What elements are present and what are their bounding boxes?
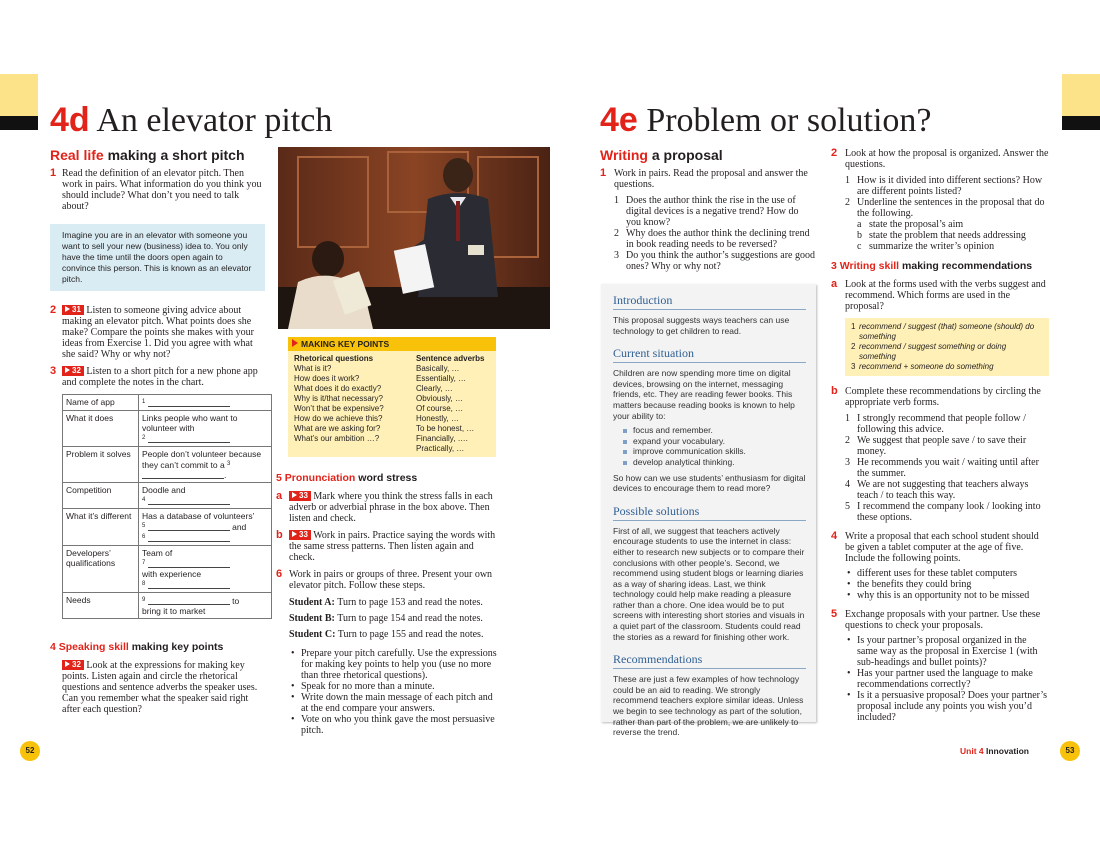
skill-rest: making recommendations xyxy=(902,260,1033,272)
exercise-4-points xyxy=(831,568,1049,601)
item-text: He recommends you wait / waiting until after the summer. xyxy=(857,457,1039,479)
row-text: People don’t volunteer because they can’t commit to a xyxy=(142,449,262,470)
sub-items xyxy=(845,219,1049,252)
student-b-line xyxy=(276,613,498,624)
left-corner-bar xyxy=(0,116,38,130)
exercise-number: 6 xyxy=(276,568,283,580)
column-head: Sentence adverbs xyxy=(416,354,485,363)
item-number: 1 xyxy=(614,195,619,206)
proposal-heading: Recommendations xyxy=(613,652,806,669)
definition-text: Imagine you are in an elevator with someone you want to sell your new (business) idea to. You only have the time until the doors open again to convince this person. This is known as an elevator pitch. xyxy=(62,230,252,284)
exercise-6 xyxy=(276,569,498,591)
exercise-number: 3 xyxy=(831,260,837,272)
student-label: Student C: xyxy=(289,629,336,640)
row-value xyxy=(139,483,272,509)
track-number: 32 xyxy=(72,660,81,669)
answer-blank[interactable] xyxy=(148,534,230,542)
section-rest: a proposal xyxy=(651,147,723,163)
answer-blank[interactable] xyxy=(148,581,230,589)
audio-track-badge[interactable] xyxy=(289,530,311,540)
list-item xyxy=(845,501,1049,523)
rhetorical-question: What does it do exactly? xyxy=(294,384,382,393)
exercise-number: 5 xyxy=(831,608,838,620)
list-item xyxy=(614,250,815,272)
exercise-text: Work in pairs or groups of three. Present your own elevator pitch. Follow these steps. xyxy=(289,569,493,591)
row-label: Needs xyxy=(63,593,139,619)
list-item: focus and remember. xyxy=(621,425,806,436)
sentence-adverb: Obviously, … xyxy=(416,394,463,403)
exercise-letter: b xyxy=(276,529,283,541)
exercise-3b-items xyxy=(831,413,1049,523)
exercise-text: Listen to a short pitch for a new phone app and complete the notes in the chart. xyxy=(62,366,258,388)
mkp-columns xyxy=(288,351,496,457)
row-value xyxy=(139,546,272,593)
blank-number: 3 xyxy=(227,461,231,467)
track-number: 31 xyxy=(72,305,81,314)
play-icon xyxy=(65,306,70,312)
sentence-adverb: Basically, … xyxy=(416,364,460,373)
form-item xyxy=(851,322,1043,342)
exercise-2-questions xyxy=(831,175,1049,252)
exercise-1-questions xyxy=(600,195,815,272)
answer-blank[interactable] xyxy=(142,470,227,480)
making-key-points-box xyxy=(288,337,496,457)
sentence-adverb: To be honest, … xyxy=(416,424,475,433)
track-number: 33 xyxy=(299,530,308,539)
row-text: Doodle and xyxy=(142,485,186,495)
item-text: Why does the author think the declining trend in book reading needs to be reversed? xyxy=(626,228,810,250)
exercise-text: Mark where you think the stress falls in each adverb or adverbial phrase in the box above. Then listen and check. xyxy=(289,491,493,524)
proposal-paragraph: So how can we use students’ enthusiasm for digital devices to encourage them to read more? xyxy=(613,472,806,494)
list-item: • why this is an opportunity not to be missed xyxy=(845,590,1049,601)
student-text: Turn to page 155 and read the notes. xyxy=(337,629,484,640)
list-item: • Is your partner’s proposal organized in the same way as the proposal in Exercise 1 (with sub-headings and bullet points)? xyxy=(845,635,1049,668)
table-row xyxy=(63,546,272,593)
list-item: • Has your partner used the language to make recommendations correctly? xyxy=(845,668,1049,690)
audio-track-badge[interactable] xyxy=(289,491,311,501)
blank-number: 6 xyxy=(142,534,146,540)
exercise-text: Work in pairs. Practice saying the words with the same stress patterns. Then listen again and check. xyxy=(289,530,496,563)
form-item xyxy=(851,342,1043,362)
left-corner-tab xyxy=(0,74,38,116)
left-title-number: 4d xyxy=(50,101,90,139)
track-number: 33 xyxy=(299,491,308,500)
student-c-line xyxy=(276,629,498,640)
proposal-list xyxy=(613,425,806,467)
right-corner-bar xyxy=(1062,116,1100,130)
rhetorical-question: How does it work? xyxy=(294,374,360,383)
exercise-number: 1 xyxy=(600,167,607,179)
elevator-photo xyxy=(278,147,550,329)
item-number: 3 xyxy=(851,362,856,371)
exercise-4-heading xyxy=(50,641,265,654)
list-item: • Vote on who you think gave the most persuasive pitch. xyxy=(289,714,498,736)
section-lead: Real life xyxy=(50,147,104,163)
rhetorical-question: What is it? xyxy=(294,364,332,373)
list-item: • the benefits they could bring xyxy=(845,579,1049,590)
answer-blank[interactable] xyxy=(148,523,230,531)
item-number: 3 xyxy=(614,250,619,261)
item-text: How is it divided into different sections? How are different points listed? xyxy=(857,175,1043,197)
exercise-letter: b xyxy=(831,385,838,397)
answer-blank[interactable] xyxy=(148,435,230,443)
exercise-text: Look at how the proposal is organized. Answer the questions. xyxy=(845,148,1049,170)
exercise-text: Read the definition of an elevator pitch. Then work in pairs. What information do you think you should include? What don’t you need to talk about? xyxy=(62,168,262,212)
row-value xyxy=(139,395,272,411)
column-head: Rhetorical questions xyxy=(294,354,374,363)
exercise-2 xyxy=(50,305,265,360)
exercise-number: 3 xyxy=(50,365,57,377)
item-number: a xyxy=(857,219,862,230)
exercise-3-heading xyxy=(831,260,1049,273)
item-text: I strongly recommend that people follow / following this advice. xyxy=(857,413,1026,435)
unit-footer xyxy=(960,746,1029,756)
item-text: state the problem that needs addressing xyxy=(869,230,1026,241)
student-text: Turn to page 153 and read the notes. xyxy=(337,597,483,608)
row-value xyxy=(139,411,272,447)
table-row xyxy=(63,483,272,509)
row-label: Developers’ qualifications xyxy=(63,546,139,593)
item-text: Do you think the author’s suggestions are good ones? Why or why not? xyxy=(626,250,815,272)
elevator-photo-illustration xyxy=(278,147,550,329)
item-text: Underline the sentences in the proposal that do the following. xyxy=(857,197,1045,219)
table-row xyxy=(63,593,272,619)
exercise-text: Look at the expressions for making key points. Listen again and circle the rhetorical questions and sentence adverbs the speaker uses. Can you remember what the speaker said right after each question? xyxy=(62,660,258,715)
proposal-paragraph: Children are now spending more time on digital devices, browsing on the internet, messaging friends, etc. They are reading fewer books. This matters because reading books is known to help your ability to: xyxy=(613,368,795,421)
list-item xyxy=(845,479,1049,501)
row-label: What it’s different xyxy=(63,509,139,546)
middle-column xyxy=(276,472,498,736)
exercise-text: Look at the forms used with the verbs suggest and recommend. Which forms are used in the proposal? xyxy=(845,279,1046,312)
student-text: Turn to page 154 and read the notes. xyxy=(337,613,483,624)
list-item: • Prepare your pitch carefully. Use the expressions for making key points to help you (use no more than three rhetorical questions). xyxy=(289,648,498,681)
sentence-adverb: Of course, … xyxy=(416,404,464,413)
row-value xyxy=(139,509,272,546)
blank-number: 9 xyxy=(142,597,146,603)
row-text: to xyxy=(232,596,240,606)
list-item xyxy=(845,413,1049,435)
proposal-paragraph: These are just a few examples of how technology could be an aid to reading. We strongly recommend teachers explore similar ideas. Unless we begin to see technology as part of the solution, rather than part of the problem, we are unlikely to reverse the trend. xyxy=(613,674,804,738)
audio-track-badge[interactable] xyxy=(62,305,84,315)
audio-track-badge[interactable] xyxy=(62,660,84,670)
left-title-text: An elevator pitch xyxy=(96,102,333,139)
row-label: Competition xyxy=(63,483,139,509)
right-title-number: 4e xyxy=(600,101,638,139)
notes-chart xyxy=(62,394,272,619)
exercise-number: 2 xyxy=(50,304,57,316)
item-number: 4 xyxy=(845,479,850,490)
section-lead: Writing xyxy=(600,147,648,163)
student-label: Student A: xyxy=(289,597,335,608)
row-text: with experience xyxy=(142,569,202,579)
proposal-heading: Introduction xyxy=(613,293,806,310)
track-number: 32 xyxy=(72,366,81,375)
right-column-b xyxy=(831,148,1049,723)
section-rest: making a short pitch xyxy=(107,147,245,163)
item-number: 1 xyxy=(845,175,850,186)
proposal-paragraph: This proposal suggests ways teachers can use technology to get children to read. xyxy=(613,315,790,336)
answer-blank[interactable] xyxy=(148,560,230,568)
right-page-title xyxy=(600,100,932,141)
student-a-line xyxy=(276,597,498,608)
proposal-paragraph: First of all, we suggest that teachers actively encourage students to use the internet in class: either to research new subjects or to compare their conclusions with other people’s. Second, we recommend using student blogs or learning diaries as a way of sharing ideas. Last, we think technology could help make reading a pleasure rather than a chore. One idea would be to put screens with interesting short stories and visuals in a quiet part of the classroom. Students could read the stories as a reward for finishing other work. xyxy=(613,525,805,642)
rhetorical-question: Why is it/that necessary? xyxy=(294,394,383,403)
right-column-a xyxy=(600,146,815,272)
row-tail: . xyxy=(224,470,227,480)
column-list xyxy=(294,364,416,444)
rhetorical-question: How do we achieve this? xyxy=(294,414,383,423)
skill-lead: Writing skill xyxy=(839,260,900,272)
exercise-3a xyxy=(831,279,1049,312)
item-number: 2 xyxy=(845,435,850,446)
blank-number: 1 xyxy=(142,399,146,405)
play-icon xyxy=(292,492,297,498)
proposal-heading: Current situation xyxy=(613,346,806,363)
blank-number: 8 xyxy=(142,581,146,587)
list-item: expand your vocabulary. xyxy=(621,436,806,447)
list-item xyxy=(857,230,1049,241)
exercise-number: 4 xyxy=(50,641,56,653)
table-row xyxy=(63,395,272,411)
exercise-3 xyxy=(50,366,265,388)
exercise-1 xyxy=(600,168,815,190)
play-icon xyxy=(65,367,70,373)
list-item: improve communication skills. xyxy=(621,446,806,457)
play-icon xyxy=(292,531,297,537)
play-icon xyxy=(65,661,70,667)
item-number: c xyxy=(857,241,862,252)
exercise-4-body xyxy=(50,660,265,715)
item-number: b xyxy=(857,230,862,241)
audio-track-badge[interactable] xyxy=(62,366,84,376)
sentence-adverb: Practically, … xyxy=(416,444,465,453)
exercise-text: Write a proposal that each school student should be given a tablet computer at the age of five. Include the following points. xyxy=(845,531,1039,564)
footer-topic: Innovation xyxy=(986,746,1029,756)
blank-number: 2 xyxy=(142,435,146,441)
rhetorical-questions-column xyxy=(294,354,416,454)
skill-lead: Speaking skill xyxy=(58,641,129,653)
row-value xyxy=(139,593,272,619)
triangle-icon xyxy=(292,339,298,347)
footer-unit: Unit 4 xyxy=(960,746,984,756)
list-item xyxy=(845,457,1049,479)
exercise-5a xyxy=(276,491,498,524)
blank-number: 7 xyxy=(142,560,146,566)
sentence-adverbs-column xyxy=(416,354,484,454)
item-text: I recommend the company look / looking into these options. xyxy=(857,501,1041,523)
table-row xyxy=(63,509,272,546)
right-corner-tab xyxy=(1062,74,1100,116)
exercise-text: Complete these recommendations by circling the appropriate verb forms. xyxy=(845,386,1041,408)
list-item: • Write down the main message of each pitch and at the end compare your answers. xyxy=(289,692,498,714)
left-page-title xyxy=(50,100,332,141)
sentence-adverb: Financially, …. xyxy=(416,434,468,443)
row-value xyxy=(139,447,272,483)
list-item: develop analytical thinking. xyxy=(621,457,806,468)
skill-rest: making key points xyxy=(131,641,224,653)
blank-number: 4 xyxy=(142,497,146,503)
list-item xyxy=(845,197,1049,219)
skill-lead: Pronunciation xyxy=(284,472,356,484)
column-list xyxy=(416,364,484,454)
row-label: What it does xyxy=(63,411,139,447)
list-item: • Is it a persuasive proposal? Does your partner’s proposal include any points you wish you’d included? xyxy=(845,690,1049,723)
item-number: 2 xyxy=(614,228,619,239)
list-item xyxy=(614,195,815,228)
item-text: Does the author think the rise in the use of digital devices is a negative trend? How do you know? xyxy=(626,195,799,228)
proposal-text-box xyxy=(601,284,816,738)
section-heading-real-life xyxy=(50,146,265,164)
item-text: recommend + someone do something xyxy=(859,362,994,371)
left-column xyxy=(50,146,265,715)
item-number: 2 xyxy=(851,342,856,351)
table-row xyxy=(63,411,272,447)
sentence-adverb: Essentially, … xyxy=(416,374,467,383)
list-item xyxy=(614,228,815,250)
exercise-text: Work in pairs. Read the proposal and answer the questions. xyxy=(614,168,808,190)
item-number: 1 xyxy=(845,413,850,424)
sentence-adverb: Clearly, … xyxy=(416,384,453,393)
answer-blank[interactable] xyxy=(148,399,230,407)
exercise-5-questions xyxy=(831,635,1049,723)
row-text: bring it to market xyxy=(142,606,206,616)
item-number: 5 xyxy=(845,501,850,512)
exercise-5b xyxy=(276,530,498,563)
form-item xyxy=(851,362,1043,372)
rhetorical-question: What are we asking for? xyxy=(294,424,381,433)
item-text: recommend / suggest (that) someone (should) do something xyxy=(859,322,1035,341)
list-item xyxy=(845,175,1049,197)
rhetorical-question: What’s our ambition …? xyxy=(294,434,380,443)
list-item: • different uses for these tablet computers xyxy=(845,568,1049,579)
list-item: • Speak for no more than a minute. xyxy=(289,681,498,692)
list-item xyxy=(857,241,1049,252)
exercise-3b xyxy=(831,386,1049,408)
exercise-1 xyxy=(50,168,265,212)
item-text: summarize the writer’s opinion xyxy=(869,241,995,252)
skill-rest: word stress xyxy=(358,472,418,484)
exercise-letter: a xyxy=(831,278,838,290)
row-text: Has a database of volunteers’ xyxy=(142,511,255,521)
sentence-adverb: Honestly, … xyxy=(416,414,459,423)
right-title-text: Problem or solution? xyxy=(646,102,932,139)
row-label: Name of app xyxy=(63,395,139,411)
forms-list xyxy=(851,322,1043,372)
item-text: state the proposal’s aim xyxy=(869,219,964,230)
exercise-5-heading xyxy=(276,472,498,485)
making-key-points-header xyxy=(288,337,496,351)
list-item xyxy=(845,435,1049,457)
list-item xyxy=(857,219,1049,230)
section-heading-writing xyxy=(600,146,815,164)
recommend-forms-box xyxy=(845,318,1049,376)
item-number: 1 xyxy=(851,322,856,331)
item-number: 2 xyxy=(845,197,850,208)
left-page-number: 52 xyxy=(20,741,40,761)
exercise-2 xyxy=(831,148,1049,170)
row-text: Links people who want to volunteer with xyxy=(142,413,238,433)
row-label: Problem it solves xyxy=(63,447,139,483)
box-title: MAKING KEY POINTS xyxy=(301,339,390,349)
student-label: Student B: xyxy=(289,613,335,624)
exercise-number: 5 xyxy=(276,472,282,484)
exercise-number: 1 xyxy=(50,167,57,179)
proposal-heading: Possible solutions xyxy=(613,504,806,521)
row-text: and xyxy=(232,522,247,532)
table-row xyxy=(63,447,272,483)
exercise-number: 4 xyxy=(831,530,838,542)
rhetorical-question: Won’t that be expensive? xyxy=(294,404,384,413)
steps-list xyxy=(276,648,498,736)
exercise-text: Exchange proposals with your partner. Use these questions to check your proposals. xyxy=(845,609,1041,631)
answer-blank[interactable] xyxy=(148,497,230,505)
exercise-letter: a xyxy=(276,490,283,502)
blank-number: 5 xyxy=(142,523,146,529)
exercise-text: Listen to someone giving advice about making an elevator pitch. What points does she make? Compare the points she makes with your ideas from Exercise 1. Did you agree with what she said? Why or why not? xyxy=(62,305,254,360)
definition-box xyxy=(50,224,265,291)
row-text: Team of xyxy=(142,548,173,558)
exercise-4 xyxy=(831,531,1049,564)
exercise-5 xyxy=(831,609,1049,631)
exercise-number: 2 xyxy=(831,147,838,159)
item-text: We are not suggesting that teachers always teach / to teach this way. xyxy=(857,479,1029,501)
item-number: 3 xyxy=(845,457,850,468)
item-text: recommend / suggest something or doing something xyxy=(859,342,1007,361)
item-text: We suggest that people save / to save their money. xyxy=(857,435,1027,457)
answer-blank[interactable] xyxy=(148,597,230,605)
right-page-number: 53 xyxy=(1060,741,1080,761)
